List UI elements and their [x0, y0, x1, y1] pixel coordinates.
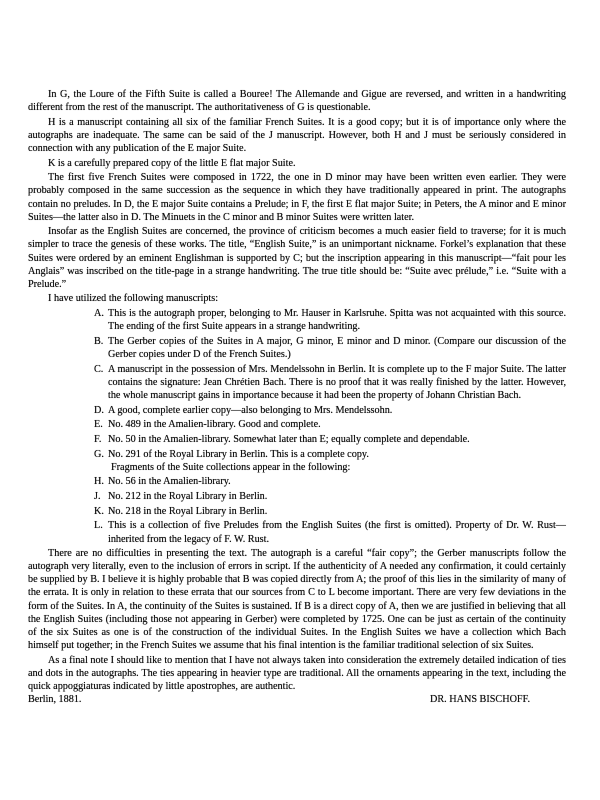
list-item: [94, 433, 566, 446]
list-item: [94, 490, 566, 503]
item-label: C.: [94, 363, 104, 375]
item-label: B.: [94, 335, 104, 347]
item-label: J.: [94, 491, 101, 503]
item-label: F.: [94, 433, 102, 445]
item-text: No. 56 in the Amalien-library.: [108, 476, 231, 488]
list-item: [94, 475, 566, 488]
paragraph-text-presentation: There are no difficulties in presenting the text. The autograph is a careful “fair copy”; the Gerber manuscripts follow the autograph very literally, even to the inclusion of errors in script. If the authenticity of A needed any confirmation, it could certainly be supplied by B. I believe it is highly probable that B was copied directly from A; the proof of this lies in the similarity of many of the errata. It is only in relation to these errata that our sources from C to L become important. There are very few deviations in the form of the Suites. In A, the continuity of the Suites is sustained. If B is a direct copy of A, then we are justified in believing that all the English Suites (including those not appearing in Gerber) were completed by 1725. One can be just as certain of the continuity of the six Suites as one is of the construction of the individual Suites. In the English Suites we have a collection which Bach himself put together; in the French Suites we assume that his final intention is the familiar traditional selection of six Suites.: [28, 548, 566, 651]
list-item: [94, 448, 566, 461]
item-label: A.: [94, 308, 104, 320]
item-text: The Gerber copies of the Suites in A major, G minor, E minor and D minor. (Compare our discussion of the Gerber copies under D of the French Suites.): [108, 335, 566, 360]
item-label: E.: [94, 419, 103, 431]
item-text: No. 218 in the Royal Library in Berlin.: [108, 505, 268, 517]
item-label: G.: [94, 448, 104, 460]
paragraph-k-manuscript: K is a carefully prepared copy of the little E flat major Suite.: [48, 157, 296, 169]
item-text: This is the autograph proper, belonging to Mr. Hauser in Karlsruhe. Spitta was not acquainted with this source. The ending of the first Suite appears in a strange handwriting.: [108, 308, 566, 333]
paragraph-english-suites: Insofar as the English Suites are concerned, the province of criticism becomes a much easier field to traverse; for it is much simpler to trace the genesis of these works. The title, “English Suite,” is an unimportant nickname. Forkel’s explanation that these Suites were ordered by an eminent Englishman is supported by C; but the inscription appearing in this manuscript—“fait pour les Anglais” was inscribed on the title-page in a strange handwriting. The true title should be: “Suite avec prélude,” i.e. “Suite with a Prelude.”: [28, 226, 566, 290]
list-item: [94, 307, 566, 333]
place-date: Berlin, 1881.: [28, 693, 82, 705]
item-label: H.: [94, 476, 104, 488]
item-text: No. 489 in the Amalien-library. Good and complete.: [108, 419, 321, 431]
list-item: [94, 363, 566, 402]
item-text: No. 50 in the Amalien-library. Somewhat later than E; equally complete and dependable.: [108, 433, 470, 445]
list-item: [94, 505, 566, 518]
list-item: [94, 335, 566, 361]
signature-block: [28, 693, 566, 706]
manuscript-list: [28, 307, 566, 546]
list-item: [94, 519, 566, 545]
item-text: No. 212 in the Royal Library in Berlin.: [108, 491, 268, 503]
item-text: A good, complete earlier copy—also belonging to Mrs. Mendelssohn.: [108, 404, 393, 416]
fragments-note: Fragments of the Suite collections appear in the following:: [111, 461, 351, 473]
paragraph-manuscripts-intro: I have utilized the following manuscripts:: [48, 293, 219, 305]
list-item: [94, 418, 566, 431]
item-text: No. 291 of the Royal Library in Berlin. This is a complete copy.: [108, 448, 369, 460]
paragraph-h-manuscript: H is a manuscript containing all six of the familiar French Suites. It is a good copy; but it is of importance only where the autographs are inadequate. The same can be said of the J manuscript. However, both H and J must be seriously considered in connection with any publication of the E major Suite.: [28, 116, 566, 154]
item-label: K.: [94, 505, 104, 517]
item-text: A manuscript in the possession of Mrs. Mendelssohn in Berlin. It is complete up to the F major Suite. The latter contains the signature: Jean Chrétien Bach. There is no proof that it was really finished by the latter. However, the whole manuscript gains in importance because it had been the property of Johann Christian Bach.: [108, 363, 566, 401]
list-item: [94, 404, 566, 417]
item-label: L.: [94, 520, 103, 532]
paragraph-g-manuscript: In G, the Loure of the Fifth Suite is called a Bouree! The Allemande and Gigue are reversed, and written in a handwriting different from the rest of the manuscript. The authoritativeness of G is questionable.: [28, 89, 566, 114]
paragraph-french-suites-dating: The first five French Suites were composed in 1722, the one in D minor may have been written even earlier. They were probably composed in the same succession as the sequence in which they have traditionally appeared in print. The autographs contain no preludes. In D, the E major Suite contains a Prelude; in F, the first E flat major Suite; in Peters, the A minor and E minor Suites—the latter also in D. The Minuets in the C minor and B minor Suites were written later.: [28, 172, 566, 223]
author-name: DR. HANS BISCHOFF.: [430, 693, 530, 705]
item-label: D.: [94, 404, 104, 416]
paragraph-final-note: As a final note I should like to mention that I have not always taken into consideration the extremely detailed indication of ties and dots in the autographs. The ties appearing in heavier type are traditional. All the ornaments appearing in the text, including the quick appoggiaturas indicated by little apostrophes, are authentic.: [28, 654, 566, 692]
document-page: [28, 88, 566, 706]
item-text: This is a collection of five Preludes from the English Suites (the first is omitted). Property of Dr. W. Rust—inherited from the legacy of F. W. Rust.: [108, 520, 566, 545]
